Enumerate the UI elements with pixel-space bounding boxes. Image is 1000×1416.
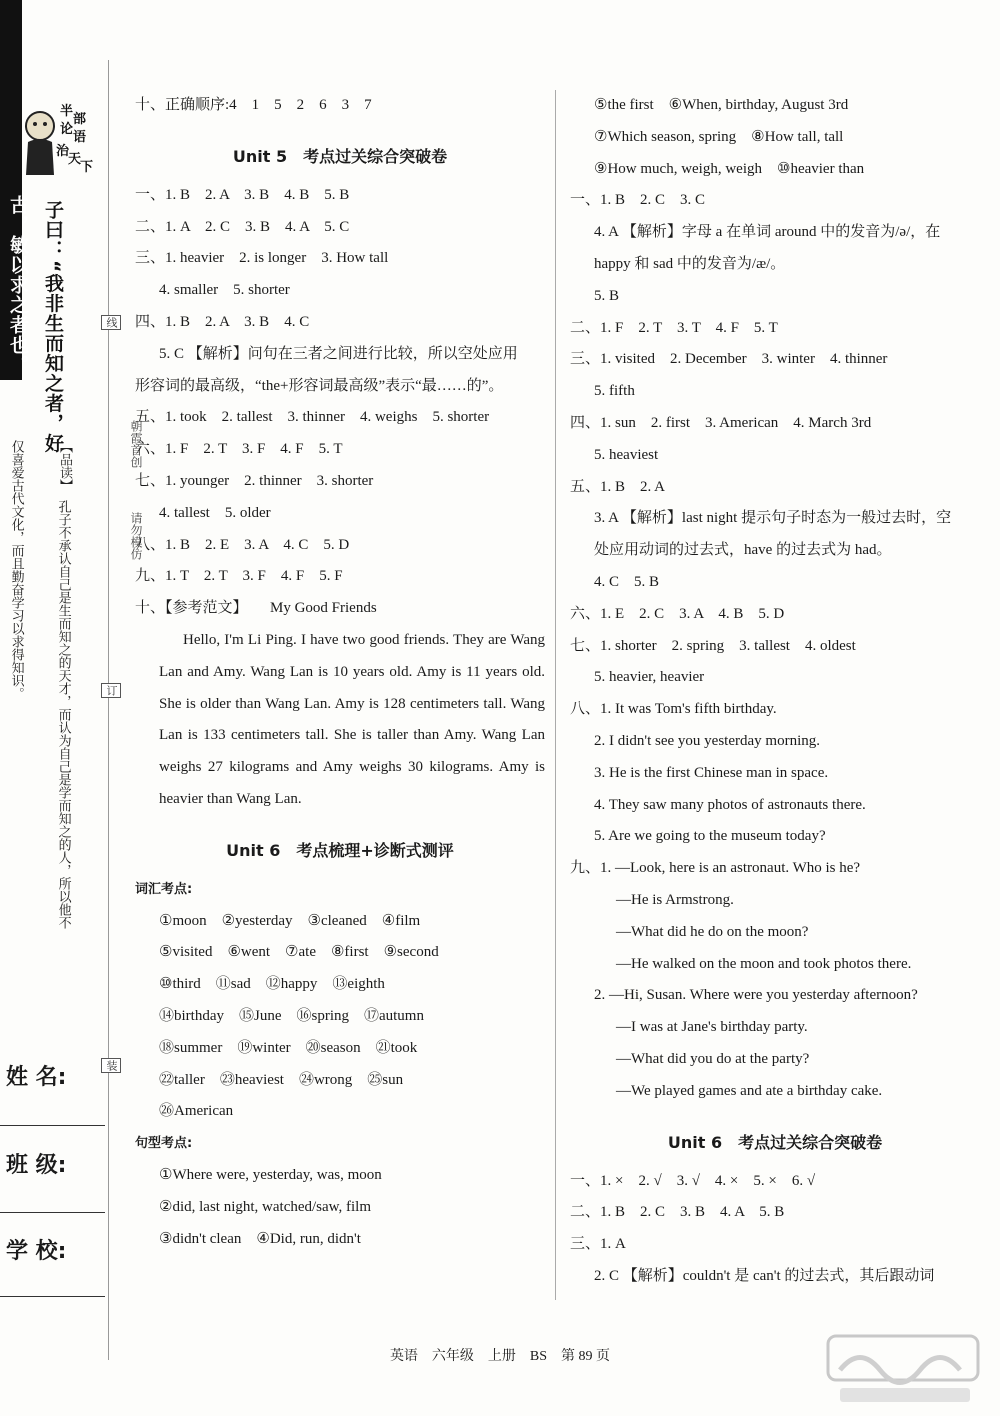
section-heading: Unit 5 考点过关综合突破卷: [232, 146, 448, 166]
answer-line: 十、【参考范文】 My Good Friends: [135, 600, 377, 617]
answer-line: ⑤visited ⑥went ⑦ate ⑧first ⑨second: [159, 944, 439, 961]
answer-line: —He walked on the moon and took photos there.: [616, 955, 912, 972]
answer-line: 2. I didn't see you yesterday morning.: [594, 732, 820, 749]
answer-line: ①Where were, yesterday, was, moon: [159, 1166, 382, 1183]
answer-line: ㉒taller ㉓heaviest ㉔wrong ㉕sun: [159, 1071, 404, 1088]
answer-line: 2. C 【解析】couldn't 是 can't 的过去式，其后跟动词: [594, 1267, 935, 1284]
logo-char: 语: [73, 130, 87, 145]
sentence-label: 句型考点:: [135, 1136, 193, 1152]
answer-line: 4. tallest 5. older: [159, 504, 271, 521]
answer-line: —He is Armstrong.: [616, 891, 734, 908]
answer-line: 5. C 【解析】问句在三者之间进行比较，所以空处应用: [159, 345, 518, 362]
answer-line: 处应用动词的过去式，have 的过去式为 had。: [594, 542, 892, 559]
answer-line: 六、1. F 2. T 3. F 4. F 5. T: [135, 441, 343, 458]
answer-line: 六、1. E 2. C 3. A 4. B 5. D: [570, 605, 785, 622]
name-label: 姓 名:: [6, 1065, 67, 1090]
answer-line: 三、1. visited 2. December 3. winter 4. thinner: [570, 351, 888, 368]
answer-line: —What did he do on the moon?: [616, 923, 809, 940]
pindu-text-1: 孔子不承认自己是生而知之的天才，而认为自己是学而知之的人，所以他不: [55, 500, 71, 929]
answer-line: 二、1. F 2. T 3. T 4. F 5. T: [570, 319, 778, 336]
logo-char: 天: [68, 152, 82, 167]
logo-char: 部: [73, 112, 87, 127]
answer-line: 5. B: [594, 287, 620, 304]
answer-line: ③didn't clean ④Did, run, didn't: [159, 1230, 361, 1247]
answer-line: happy 和 sad 中的发音为/æ/。: [594, 255, 786, 272]
class-label: 班 级:: [6, 1153, 67, 1178]
class-field-line[interactable]: [0, 1212, 105, 1213]
answer-line: 三、1. A: [570, 1236, 626, 1253]
answer-line: 八、1. It was Tom's fifth birthday.: [570, 701, 777, 718]
answer-line: 五、1. B 2. A: [570, 478, 666, 495]
answer-line: 九、1. —Look, here is an astronaut. Who is he?: [570, 860, 861, 877]
answer-line: 八、1. B 2. E 3. A 4. C 5. D: [135, 536, 350, 553]
section-heading: Unit 6 考点梳理+诊断式测评: [226, 840, 454, 860]
binding-mark: 装: [101, 1058, 121, 1073]
logo-char: 论: [60, 122, 74, 137]
left-margin: [0, 0, 100, 1416]
answer-line: —We played games and ate a birthday cake.: [616, 1082, 883, 1099]
name-field-line[interactable]: [0, 1125, 105, 1126]
answer-line: ⑦Which season, spring ⑧How tall, tall: [594, 128, 844, 145]
section-heading: Unit 6 考点过关综合突破卷: [667, 1132, 883, 1152]
answer-line: —What did you do at the party?: [616, 1050, 810, 1067]
logo-char: 下: [80, 160, 94, 175]
answer-line: 3. He is the first Chinese man in space.: [594, 764, 829, 781]
answer-line: 四、1. sun 2. first 3. American 4. March 3rd: [570, 414, 872, 431]
answer-line: ⑱summer ⑲winter ⑳season ㉑took: [159, 1039, 418, 1056]
answer-line: ⑭birthday ⑮June ⑯spring ⑰autumn: [159, 1007, 424, 1024]
answer-line: —I was at Jane's birthday party.: [616, 1019, 808, 1036]
school-field-line[interactable]: [0, 1296, 105, 1297]
answer-line: ②did, last night, watched/saw, film: [159, 1198, 372, 1215]
answer-line: 4. smaller 5. shorter: [159, 282, 290, 299]
answer-line: 5. Are we going to the museum today?: [594, 828, 826, 845]
answer-line: 二、1. B 2. C 3. B 4. A 5. B: [570, 1204, 785, 1221]
answer-line: 二、1. A 2. C 3. B 4. A 5. C: [135, 218, 350, 235]
school-label: 学 校:: [6, 1239, 67, 1264]
pindu-text-2: 仅喜爱古代文化，而且勤奋学习以求得知识。: [8, 440, 24, 700]
answer-line: 形容词的最高级，“the+形容词最高级”表示“最……的”。: [135, 377, 504, 394]
answer-line: 一、1. B 2. C 3. C: [570, 192, 706, 209]
logo-char: 治: [56, 144, 70, 159]
answer-line: 七、1. shorter 2. spring 3. tallest 4. oldest: [570, 637, 856, 654]
answer-line: ㉖American: [159, 1103, 234, 1120]
answer-line: 三、1. heavier 2. is longer 3. How tall: [135, 250, 389, 267]
answer-line: 四、1. B 2. A 3. B 4. C: [135, 313, 310, 330]
copyright-note: 请勿模仿: [129, 512, 143, 560]
answer-line: 3. A 【解析】last night 提示句子时态为一般过去时，空: [594, 510, 952, 527]
quote-line-1: 古，敏以求之者也。: [7, 195, 29, 375]
answer-line: 一、1. B 2. A 3. B 4. B 5. B: [135, 186, 350, 203]
answer-line: 4. C 5. B: [594, 573, 660, 590]
answer-line: 4. A 【解析】字母 a 在单词 around 中的发音为/ə/，在: [594, 224, 941, 241]
answer-line: ①moon ②yesterday ③cleaned ④film: [159, 912, 421, 929]
pindu-label: 【品读】: [57, 440, 72, 492]
watermark-logo: [820, 1330, 990, 1410]
binding-mark: 订: [101, 683, 121, 698]
left-column: [135, 90, 545, 1255]
answer-line: 九、1. T 2. T 3. F 4. F 5. F: [135, 568, 343, 585]
answer-line: 一、1. × 2. √ 3. √ 4. × 5. × 6. √: [570, 1172, 816, 1189]
answer-line: 5. fifth: [594, 383, 635, 400]
answer-line: 4. They saw many photos of astronauts there.: [594, 796, 866, 813]
copyright-note: 朝霞首创: [129, 420, 143, 468]
answer-line: ⑨How much, weigh, weigh ⑩heavier than: [594, 160, 865, 177]
vocab-label: 词汇考点:: [135, 881, 193, 897]
binding-line: [108, 60, 109, 1360]
binding-mark: 线: [101, 315, 121, 330]
answer-line: 五、1. took 2. tallest 3. thinner 4. weighs 5. shorter: [135, 409, 490, 426]
quote-line-2: 子曰：“我非生而知之者，好: [42, 200, 64, 454]
answer-line: 2. —Hi, Susan. Where were you yesterday afternoon?: [594, 987, 918, 1004]
logo-char: 半: [60, 104, 74, 119]
column-divider: [555, 90, 556, 1300]
answer-line: 5. heaviest: [594, 446, 659, 463]
answer-line: 十、正确顺序:4 1 5 2 6 3 7: [135, 97, 372, 113]
page-footer: 英语 六年级 上册 BS 第 89 页: [389, 1349, 611, 1364]
right-column: [570, 90, 980, 1293]
sample-essay: Hello, I'm Li Ping. I have two good friends. They are Wang Lan and Amy. Wang Lan is 10 years old. Amy is 11 years old. She is older than Wang Lan. Amy is 128 centimeters tall. Wang Lan is 133 centimeters tall. She is taller than Amy. Wang Lan weighs 27 kilograms and Amy weighs 30 kilograms. Amy is heavier than Wang Lan.: [159, 631, 545, 807]
answer-line: 七、1. younger 2. thinner 3. shorter: [135, 472, 374, 489]
answer-line: 5. heavier, heavier: [594, 669, 705, 686]
answer-line: ⑩third ⑪sad ⑫happy ⑬eighth: [159, 976, 385, 993]
answer-line: ⑤the first ⑥When, birthday, August 3rd: [594, 97, 849, 113]
